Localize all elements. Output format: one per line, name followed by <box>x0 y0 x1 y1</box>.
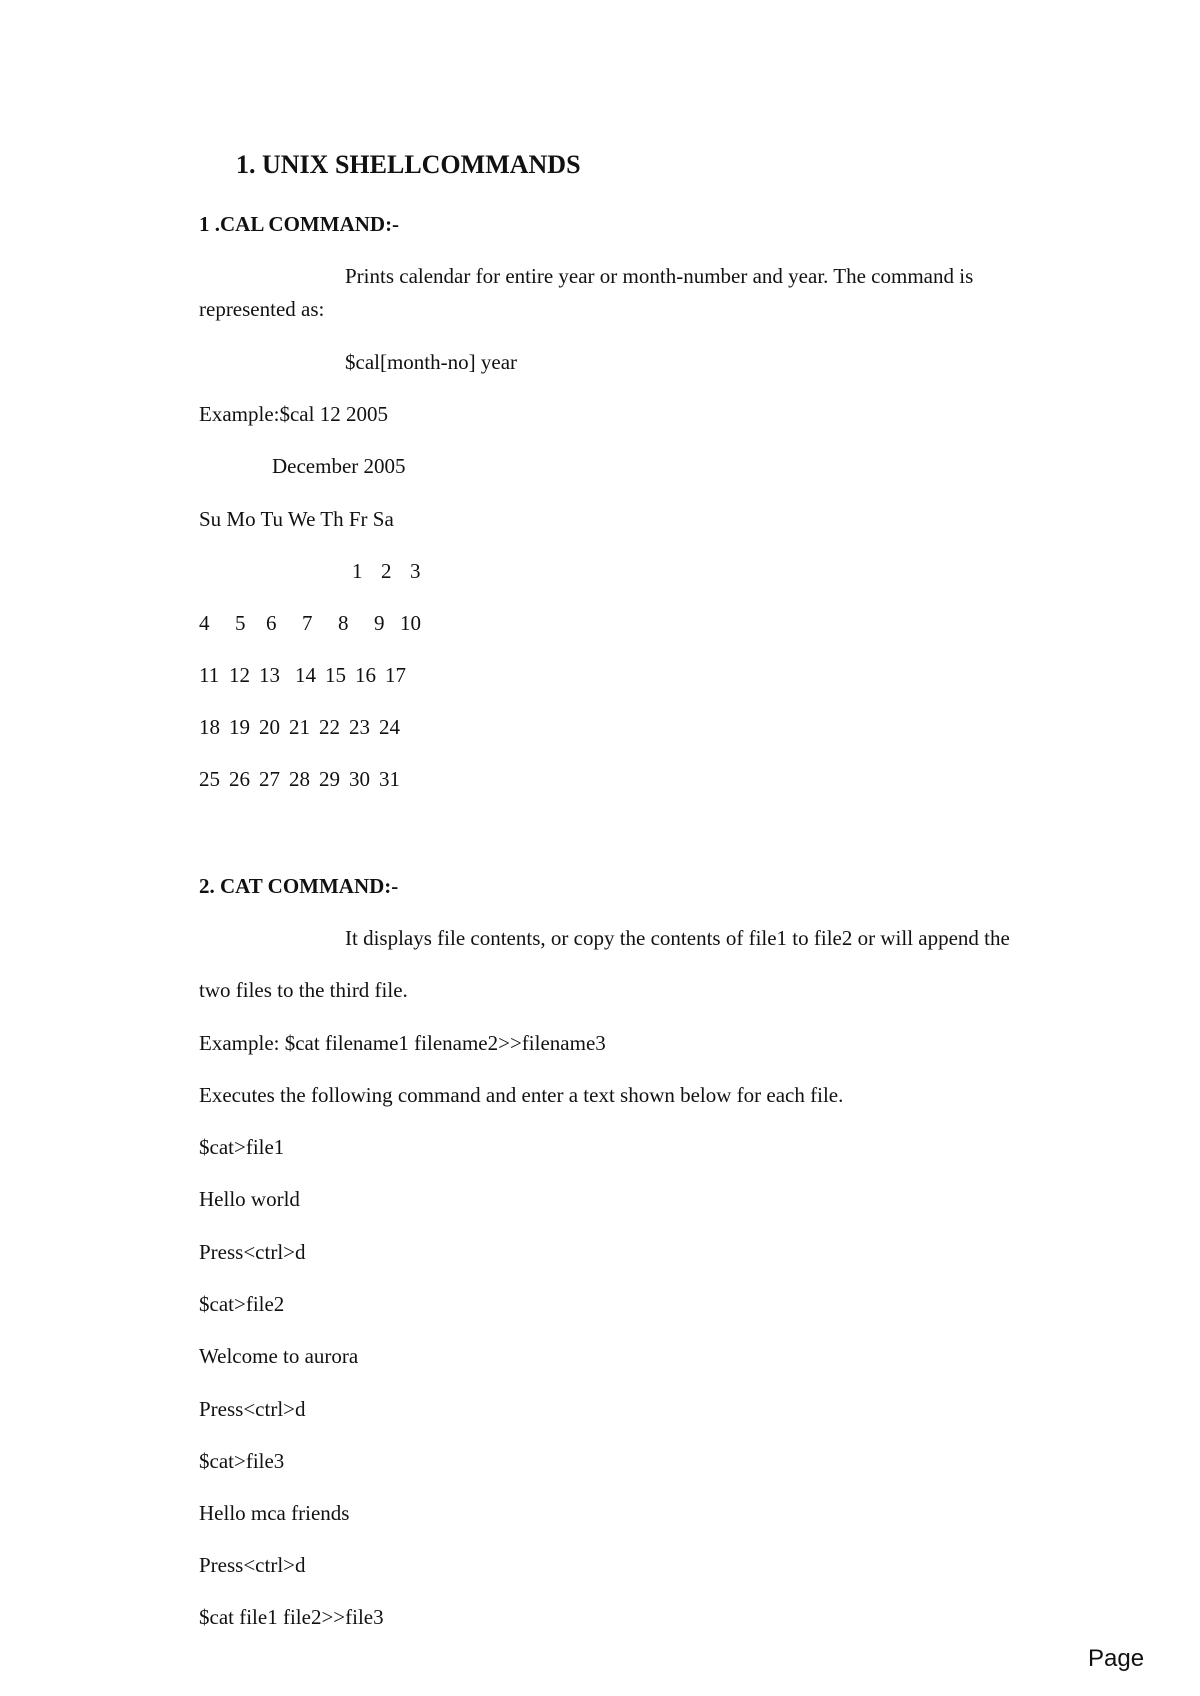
cat-line: Press<ctrl>d <box>199 1397 306 1421</box>
calendar-month-title: December 2005 <box>272 454 406 478</box>
cat-line: Press<ctrl>d <box>199 1553 306 1577</box>
cat-example: Example: $cat filename1 filename2>>filename3 <box>199 1031 606 1055</box>
page-footer: Page <box>1088 1645 1145 1672</box>
calendar-day: 27 <box>259 767 280 791</box>
calendar-day: 13 <box>259 663 280 687</box>
cal-example: Example:$cal 12 2005 <box>199 402 388 426</box>
calendar-day: 29 <box>319 767 340 791</box>
calendar-day: 22 <box>319 715 340 739</box>
calendar-day: 10 <box>400 611 421 635</box>
cat-line: $cat>file1 <box>199 1135 285 1159</box>
calendar-day: 4 <box>199 611 210 635</box>
page-title: 1. UNIX SHELLCOMMANDS <box>236 150 581 179</box>
calendar-day: 21 <box>289 715 310 739</box>
cat-line: Welcome to aurora <box>199 1344 359 1368</box>
cat-line: $cat file1 file2>>file3 <box>199 1605 384 1629</box>
calendar-day: 7 <box>302 611 313 635</box>
cal-syntax: $cal[month-no] year <box>345 350 518 374</box>
calendar-day: 5 <box>235 611 246 635</box>
calendar-day: 3 <box>410 559 421 583</box>
calendar-day: 6 <box>266 611 277 635</box>
calendar-day: 28 <box>289 767 310 791</box>
calendar-day: 8 <box>338 611 349 635</box>
calendar-day: 26 <box>229 767 250 791</box>
section-2-heading: 2. CAT COMMAND:- <box>199 874 399 898</box>
calendar-day: 2 <box>381 559 392 583</box>
calendar-day: 17 <box>385 663 406 687</box>
calendar-day: 15 <box>325 663 346 687</box>
cat-line: $cat>file3 <box>199 1449 285 1473</box>
calendar-day: 24 <box>379 715 400 739</box>
calendar-day: 23 <box>349 715 370 739</box>
section-2-paragraph-line-2: two files to the third file. <box>199 978 408 1002</box>
section-2-paragraph-line-1: It displays file contents, or copy the contents of file1 to file2 or will append the <box>345 926 1010 950</box>
calendar-day: 18 <box>199 715 220 739</box>
cat-line: Hello mca friends <box>199 1501 350 1525</box>
section-1-paragraph-line-2: represented as: <box>199 297 325 321</box>
calendar-day: 9 <box>374 611 385 635</box>
calendar-day: 31 <box>379 767 400 791</box>
calendar-day: 11 <box>199 663 220 687</box>
calendar-day: 1 <box>352 559 363 583</box>
section-1-heading: 1 .CAL COMMAND:- <box>199 212 400 236</box>
calendar-weekdays: Su Mo Tu We Th Fr Sa <box>199 507 394 531</box>
cat-line: Press<ctrl>d <box>199 1240 306 1264</box>
calendar-day: 16 <box>355 663 376 687</box>
cat-line: Hello world <box>199 1187 300 1211</box>
calendar-day: 25 <box>199 767 220 791</box>
cat-note: Executes the following command and enter a text shown below for each file. <box>199 1083 844 1107</box>
section-1-paragraph-line-1: Prints calendar for entire year or month-number and year. The command is <box>345 264 974 288</box>
calendar-day: 20 <box>259 715 280 739</box>
calendar-day: 30 <box>349 767 370 791</box>
calendar-day: 12 <box>229 663 250 687</box>
calendar-day: 14 <box>295 663 316 687</box>
calendar-day: 19 <box>229 715 250 739</box>
cat-line: $cat>file2 <box>199 1292 285 1316</box>
